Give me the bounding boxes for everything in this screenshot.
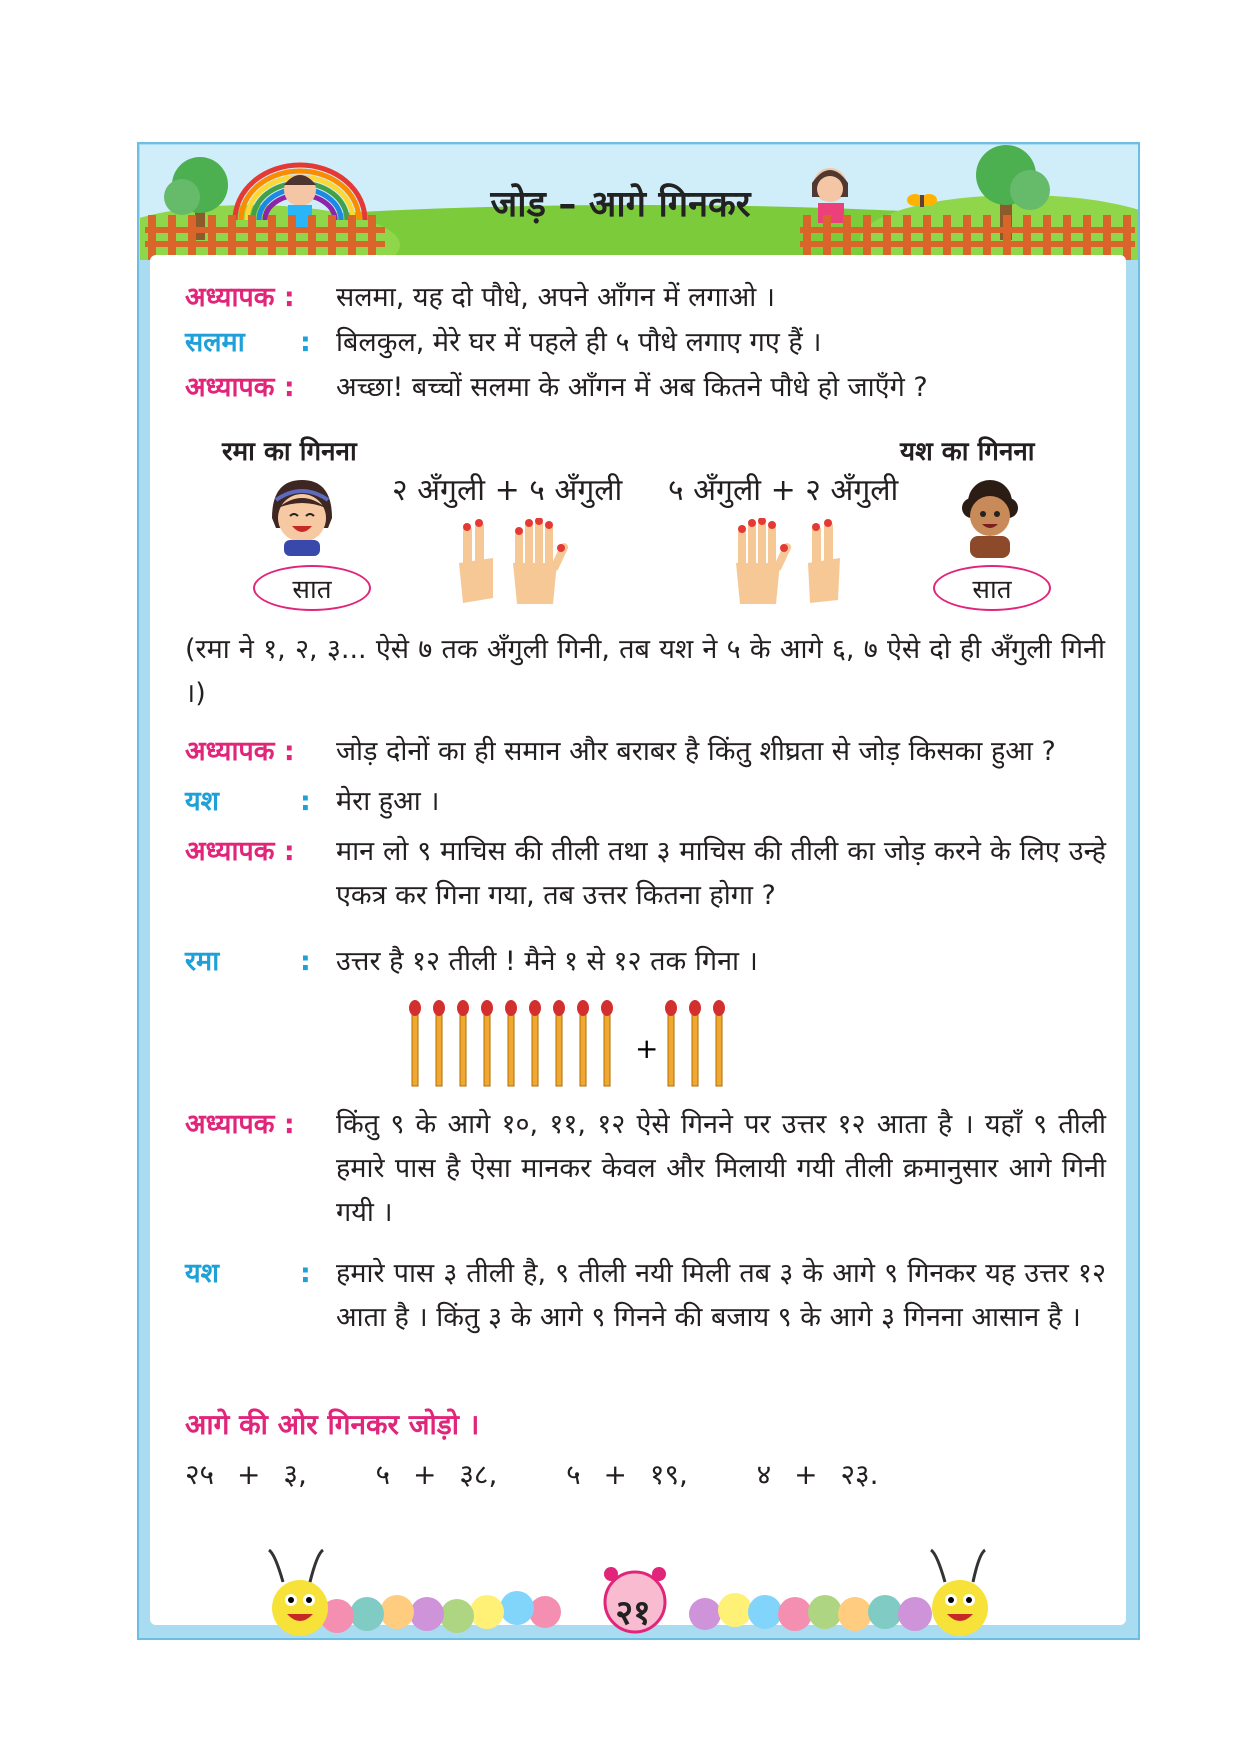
speaker-label: अध्यापक : <box>185 1109 295 1140</box>
dialogue-text: मान लो ९ माचिस की तीली तथा ३ माचिस की तीली का जोड़ करने के लिए उन्हे एकत्र कर गिना गया, तब उत्तर कितना होगा ? <box>336 836 1106 911</box>
matchstick <box>713 1000 725 1086</box>
speaker-label: अध्यापक : <box>185 372 295 403</box>
matchstick <box>481 1000 493 1086</box>
exercise-heading: आगे की ओर गिनकर जोड़ो । <box>185 1408 480 1441</box>
rama-face-icon <box>262 478 342 556</box>
yash-answer-oval: सात <box>933 565 1051 611</box>
matchstick <box>433 1000 445 1086</box>
matchstick <box>689 1000 701 1086</box>
plus-sign: + <box>635 1032 659 1065</box>
colon: : <box>300 327 311 358</box>
colon: : <box>300 786 311 817</box>
dialogue-text: हमारे पास ३ तीली है, ९ तीली नयी मिली तब ३ के आगे ९ गिनकर यह उत्तर १२ आता है । किंतु ३ के आगे ९ गिनने की बजाय ९ के आगे ३ गिनना आसान है । <box>336 1258 1106 1333</box>
speaker-label: अध्यापक : <box>185 282 295 313</box>
speaker-label: रमा <box>185 946 220 977</box>
rama-equation: २ अँगुली + ५ अँगुली <box>392 473 623 508</box>
yash-equation: ५ अँगुली + २ अँगुली <box>668 473 899 508</box>
speaker-label: अध्यापक : <box>185 736 295 767</box>
matchstick <box>577 1000 589 1086</box>
caterpillar-left <box>269 1550 561 1636</box>
dialogue-text: मेरा हुआ । <box>336 786 440 817</box>
speaker-label: सलमा <box>185 327 245 358</box>
speaker-label: अध्यापक : <box>185 836 295 867</box>
yash-counting-label: यश का गिनना <box>900 437 1035 467</box>
matchstick <box>665 1000 677 1086</box>
dialogue-text: बिलकुल, मेरे घर में पहले ही ५ पौधे लगाए गए हैं । <box>336 327 822 358</box>
page-number: २१ <box>615 1593 651 1633</box>
colon: : <box>300 946 311 977</box>
rama-answer-oval: सात <box>253 565 371 611</box>
matchstick <box>457 1000 469 1086</box>
colon: : <box>300 1258 311 1289</box>
dialogue-text: उत्तर है १२ तीली ! मैने १ से १२ तक गिना । <box>336 946 758 977</box>
speaker-label: यश <box>185 786 220 817</box>
exercise-problems: २५ + ३, ५ + ३८, ५ + १९, ४ + २३. <box>185 1458 879 1491</box>
dialogue-text: सलमा, यह दो पौधे, अपने आँगन में लगाओ । <box>336 282 776 313</box>
caterpillar-right <box>689 1550 988 1636</box>
fingers-5-plus-2-icon <box>730 518 845 608</box>
yash-face-icon <box>950 478 1030 558</box>
page-title: जोड़ – आगे गिनकर <box>490 184 751 225</box>
dialogue-text: किंतु ९ के आगे १०, ११, १२ ऐसे गिनने पर उत्तर १२ आता है । यहाँ ९ तीली हमारे पास है ऐसा मानकर केवल और मिलायी गयी तीली क्रमानुसार आगे गिनी गयी । <box>336 1109 1106 1228</box>
matchstick <box>601 1000 613 1086</box>
counting-note: (रमा ने १, २, ३... ऐसे ७ तक अँगुली गिनी, तब यश ने ५ के आगे ६, ७ ऐसे दो ही अँगुली गिनी ।) <box>185 634 1105 709</box>
fingers-2-plus-5-icon <box>455 518 570 608</box>
dialogue-text: अच्छा! बच्चों सलमा के आँगन में अब कितने पौधे हो जाएँगे ? <box>336 372 928 403</box>
matchsticks-figure <box>405 998 735 1090</box>
dialogue-text: जोड़ दोनों का ही समान और बराबर है किंतु शीघ्रता से जोड़ किसका हुआ ? <box>336 736 1056 767</box>
rama-counting-label: रमा का गिनना <box>222 437 357 467</box>
speaker-label: यश <box>185 1258 220 1289</box>
matchstick <box>529 1000 541 1086</box>
matchstick <box>505 1000 517 1086</box>
matchstick <box>553 1000 565 1086</box>
matchstick <box>409 1000 421 1086</box>
